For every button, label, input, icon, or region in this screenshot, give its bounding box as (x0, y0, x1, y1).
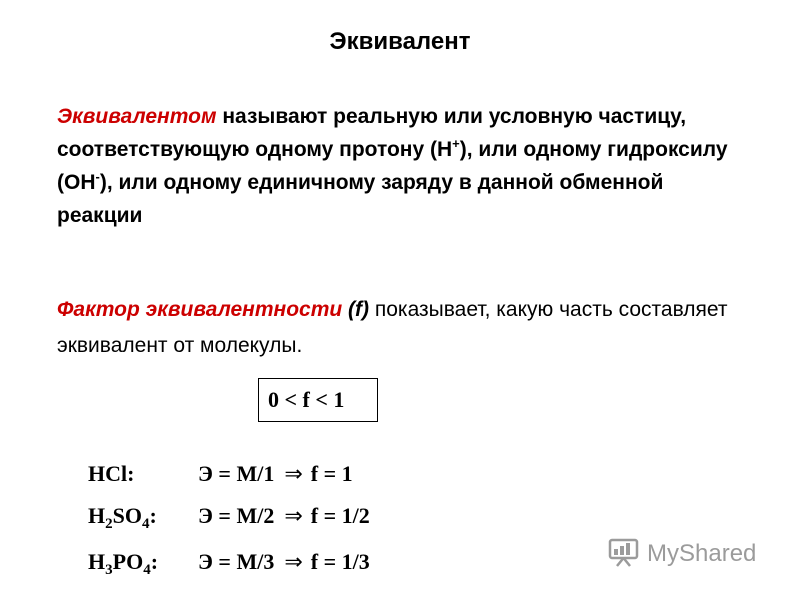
definition-paragraph (57, 100, 747, 232)
example-row-h3po4 (88, 549, 370, 578)
definition-text-part-3: ), или одному единичному заряду в данной обменной реакции (57, 171, 664, 227)
implies-arrow: ⇒ (284, 461, 303, 486)
formula-subscript: 2 (105, 516, 113, 532)
formula-subscript: 4 (141, 516, 150, 532)
equation: Э = М/1 (198, 461, 275, 486)
equation: Э = М/2 (198, 503, 275, 528)
formula-text: : (149, 503, 157, 528)
factor-result: f = 1 (310, 461, 353, 486)
factor-result: f = 1/2 (310, 503, 370, 528)
formula-hcl (88, 461, 198, 487)
formula-h3po4 (88, 549, 198, 578)
definition-text-part-2: ), или одному гидроксилу (ОН (57, 138, 728, 194)
myshared-watermark (607, 536, 756, 572)
formula-text: : (150, 549, 159, 574)
example-row-h2so4 (88, 503, 370, 532)
implies-arrow: ⇒ (284, 503, 303, 528)
definition-term: Эквивалентом (57, 105, 217, 128)
proton-charge-superscript: + (452, 136, 460, 151)
formula-text: H (88, 549, 106, 574)
presentation-board-icon (607, 536, 641, 573)
definition-text-part-1: называют реальную или условную частицу, соответствующую одному протону (Н (57, 105, 687, 161)
formula-text: PO (112, 549, 144, 574)
factor-text: показывает, какую часть составляет эквивалент от молекулы. (57, 298, 728, 357)
factor-range-box: 0 < f < 1 (258, 378, 378, 422)
formula-text: HCl: (88, 461, 135, 486)
formula-text: SO (112, 503, 142, 528)
implies-arrow: ⇒ (284, 549, 303, 574)
formula-subscript: 3 (105, 562, 113, 578)
formula-h2so4 (88, 503, 198, 532)
factor-symbol: (f) (348, 298, 370, 321)
factor-paragraph (57, 292, 757, 364)
example-row-hcl (88, 461, 353, 487)
hydroxyl-charge-superscript: - (95, 169, 100, 184)
watermark-text: MyShared (647, 540, 757, 567)
slide-title: Эквивалент (329, 28, 471, 55)
factor-result: f = 1/3 (310, 549, 370, 574)
equation: Э = М/3 (198, 549, 275, 574)
factor-term: Фактор эквивалентности (57, 298, 343, 321)
formula-text: H (88, 503, 106, 528)
formula-subscript: 4 (143, 562, 151, 578)
